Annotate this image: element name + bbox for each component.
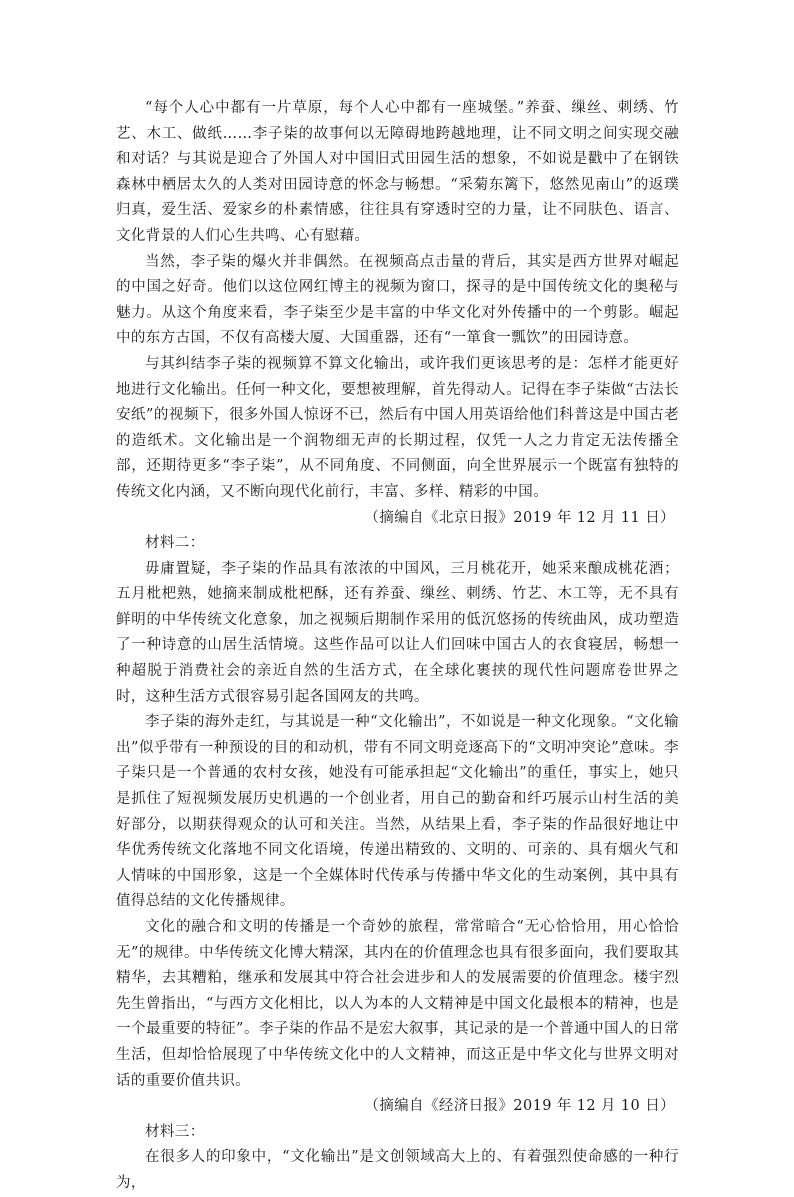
material-heading-2: 材料二： bbox=[145, 535, 205, 552]
paragraph-6: 文化的融合和文明的传播是一个奇妙的旅程，常常暗合“无心恰恰用，用心恰恰无”的规律。中华传统文化博大精深，其内在的价值理念也具有很多面向，我们要取其精华，去其糟粕，继承和发展其中符合社会进步和人的发展需要的价值理念。楼宇烈先生曾指出，“与西方文化相比，以人为本的人文精神是中国文化最根本的精神，也是一个最重要的特征”。李子柒的作品不是宏大叙事，其记录的是一个普通中国人的日常生活，但却恰恰展现了中华传统文化中的人文精神，而这正是中华文化与世界文明对话的重要价值共识。 bbox=[116, 919, 679, 1089]
document-page bbox=[116, 96, 679, 1197]
paragraph-7: 在很多人的印象中，“文化输出”是文创领域高大上的、有着强烈使命感的一种行为， bbox=[116, 1149, 679, 1191]
paragraph-5: 李子柒的海外走红，与其说是一种“文化输出”，不如说是一种文化现象。“文化输出”似乎带有一种预设的目的和动机，带有不同文明竞逐高下的“文明冲突论”意味。李子柒只是一个普通的农村女孩，她没有可能承担起“文化输出”的重任，事实上，她只是抓住了短视频发展历史机遇的一个创业者，用自己的勤奋和纤巧展示山村生活的美好部分，以期获得观众的认可和关注。当然，从结果上看，李子柒的作品很好地让中华优秀传统文化落地不同文化语境，传递出精致的、文明的、可亲的、具有烟火气和人情味的中国形象，这是一个全媒体时代传承与传播中华文化的生动案例，其中具有值得总结的文化传播规律。 bbox=[116, 714, 679, 910]
paragraph-3: 与其纠结李子柒的视频算不算文化输出，或许我们更该思考的是：怎样才能更好地进行文化输出。任何一种文化，要想被理解，首先得动人。记得在李子柒做“古法长安纸”的视频下，很多外国人惊讶不已，然后有中国人用英语给他们科普这是中国古老的造纸术。文化输出是一个润物细无声的长期过程，仅凭一人之力肯定无法传播全部，还期待更多“李子柒”，从不同角度、不同侧面，向全世界展示一个既富有独特的传统文化内涵，又不断向现代化前行，丰富、多样、精彩的中国。 bbox=[116, 355, 679, 500]
source-citation-2: （摘编自《经济日报》2019 年 12 月 10 日） bbox=[364, 1098, 675, 1115]
source-citation-1: （摘编自《北京日报》2019 年 12 月 11 日） bbox=[364, 509, 675, 526]
paragraph-1: “每个人心中都有一片草原，每个人心中都有一座城堡。”养蚕、缫丝、刺绣、竹艺、木工、做纸……李子柒的故事何以无障碍地跨越地理，让不同文明之间实现交融和对话？与其说是迎合了外国人对中国旧式田园生活的想象，不如说是戳中了在钢铁森林中栖居太久的人类对田园诗意的怀念与畅想。“采菊东篱下，悠然见南山”的返璞归真，爱生活、爱家乡的朴素情感，往往具有穿透时空的力量，让不同肤色、语言、文化背景的人们心生共鸣、心有慰藉。 bbox=[116, 100, 679, 244]
paragraph-2: 当然，李子柒的爆火并非偶然。在视频高点击量的背后，其实是西方世界对崛起的中国之好奇。他们以这位网红博主的视频为窗口，探寻的是中国传统文化的奥秘与魅力。从这个角度来看，李子柒至少是丰富的中华文化对外传播中的一个剪影。崛起中的东方古国，不仅有高楼大厦、大国重器，还有“一箪食一瓢饮”的田园诗意。 bbox=[116, 253, 679, 347]
material-heading-3: 材料三： bbox=[145, 1123, 205, 1140]
paragraph-4: 毋庸置疑，李子柒的作品具有浓浓的中国风，三月桃花开，她采来酿成桃花酒；五月枇杷熟，她摘来制成枇杷酥，还有养蚕、缫丝、刺绣、竹艺、木工等，无不具有鲜明的中华传统文化意象，加之视频后期制作采用的低沉悠扬的传统曲风，成功塑造了一种诗意的山居生活情境。这些作品可以让人们回味中国古人的衣食寝居，畅想一种超脱于消费社会的亲近自然的生活方式，在全球化裹挟的现代性问题席卷世界之时，这种生活方式很容易引起各国网友的共鸣。 bbox=[116, 560, 679, 705]
